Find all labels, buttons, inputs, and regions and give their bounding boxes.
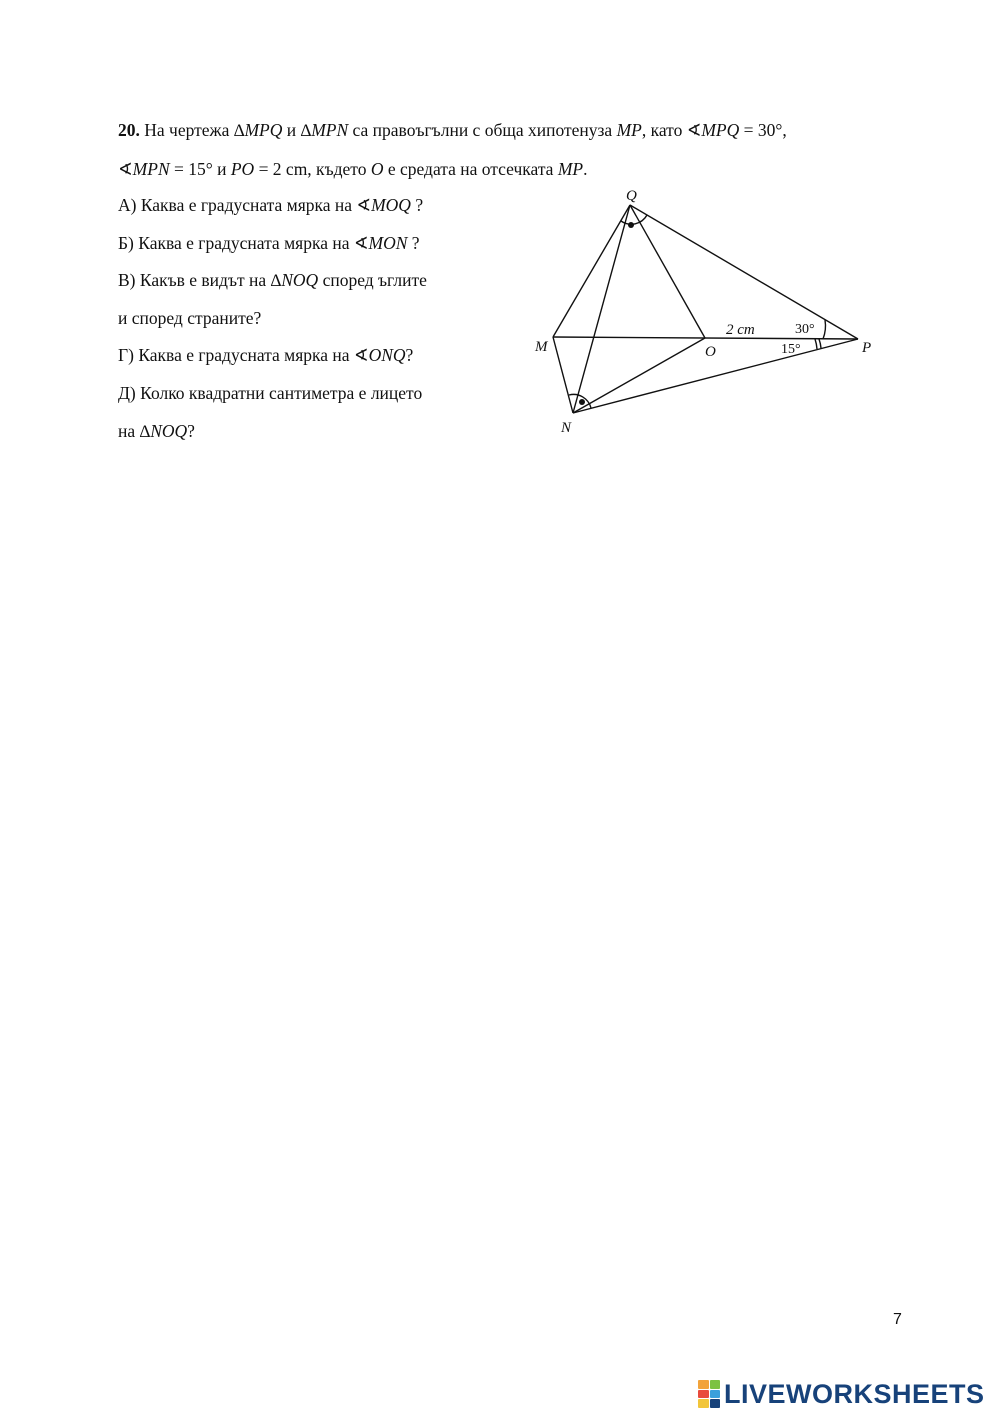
text: MPQ	[244, 120, 283, 140]
label-o: O	[705, 344, 716, 360]
text: .	[583, 159, 588, 179]
text: ∢	[118, 159, 133, 179]
text: според ъглите	[318, 270, 427, 290]
logo-mark-icon	[698, 1380, 720, 1408]
text: MPN	[311, 120, 349, 140]
right-angle-dot-q	[628, 222, 634, 228]
logo-square	[710, 1390, 721, 1399]
question-a	[118, 195, 423, 216]
logo-square	[698, 1390, 709, 1399]
logo-square	[710, 1380, 721, 1389]
segment-qn	[573, 205, 630, 413]
angle-arc-15-inner	[819, 339, 821, 348]
text: = 15° и	[169, 159, 231, 179]
angle-arc-30	[823, 320, 825, 339]
logo-square	[698, 1399, 709, 1408]
text: ?	[407, 233, 420, 253]
text: и ∆	[282, 120, 312, 140]
text: ?	[410, 195, 424, 215]
segment-qo	[630, 205, 705, 338]
text: е средата на отсечката	[383, 159, 558, 179]
text: O	[370, 159, 384, 179]
question-v	[118, 270, 427, 291]
segment-qp	[630, 205, 858, 339]
text: ONQ	[368, 345, 406, 365]
text: ?	[187, 421, 195, 441]
text: ?	[405, 345, 414, 365]
angle-arc-15	[815, 339, 817, 349]
question-d	[118, 383, 422, 404]
text: А) Каква е градусната мярка на ∢	[118, 195, 372, 215]
text: , като ∢	[641, 120, 702, 140]
text: Г) Каква е градусната мярка на ∢	[118, 345, 369, 365]
text: NOQ	[150, 421, 188, 441]
label-n: N	[561, 420, 572, 436]
text: NOQ	[281, 270, 319, 290]
label-p: P	[862, 340, 872, 356]
logo-square	[710, 1399, 721, 1408]
text: са правоъгълни с обща хипотенуза	[348, 120, 617, 140]
geometry-figure	[525, 185, 885, 440]
segment-mq	[553, 205, 630, 337]
problem-number: 20.	[118, 120, 140, 140]
question-b	[118, 233, 420, 254]
liveworksheets-logo	[698, 1378, 985, 1410]
text: = 30°,	[739, 120, 787, 140]
label-q: Q	[626, 188, 637, 204]
text: PO	[230, 159, 255, 179]
logo-square	[698, 1380, 709, 1389]
text: MON	[368, 233, 408, 253]
question-g	[118, 345, 413, 366]
text: На чертежа ∆	[144, 120, 245, 140]
problem-line-1	[118, 120, 787, 141]
right-angle-dot-n	[579, 399, 585, 405]
text: и според страните?	[118, 308, 262, 328]
right-angle-arc-q	[621, 215, 647, 224]
text: MOQ	[371, 195, 411, 215]
text: MP	[616, 120, 642, 140]
segment-on	[573, 338, 705, 413]
text: В) Какъв е видът на ∆	[118, 270, 282, 290]
text: MPQ	[701, 120, 740, 140]
label-angle-15: 15°	[781, 342, 801, 357]
problem-line-2	[118, 159, 587, 180]
label-po-length: 2 cm	[726, 322, 755, 338]
label-m: M	[535, 339, 548, 355]
text: Б) Каква е градусната мярка на ∢	[118, 233, 369, 253]
question-d-continued	[118, 421, 195, 442]
label-angle-30: 30°	[795, 322, 815, 337]
brand-name: LIVEWORKSHEETS	[724, 1378, 985, 1409]
segment-mp	[553, 337, 858, 339]
text: Д) Колко квадратни сантиметра е лицето	[118, 383, 423, 403]
text: на ∆	[118, 421, 151, 441]
text: MPN	[132, 159, 170, 179]
segment-mn	[553, 337, 573, 413]
text: MP	[557, 159, 584, 179]
page-number: 7	[893, 1311, 902, 1328]
question-v-continued	[118, 308, 261, 329]
text: = 2 cm, където	[254, 159, 371, 179]
